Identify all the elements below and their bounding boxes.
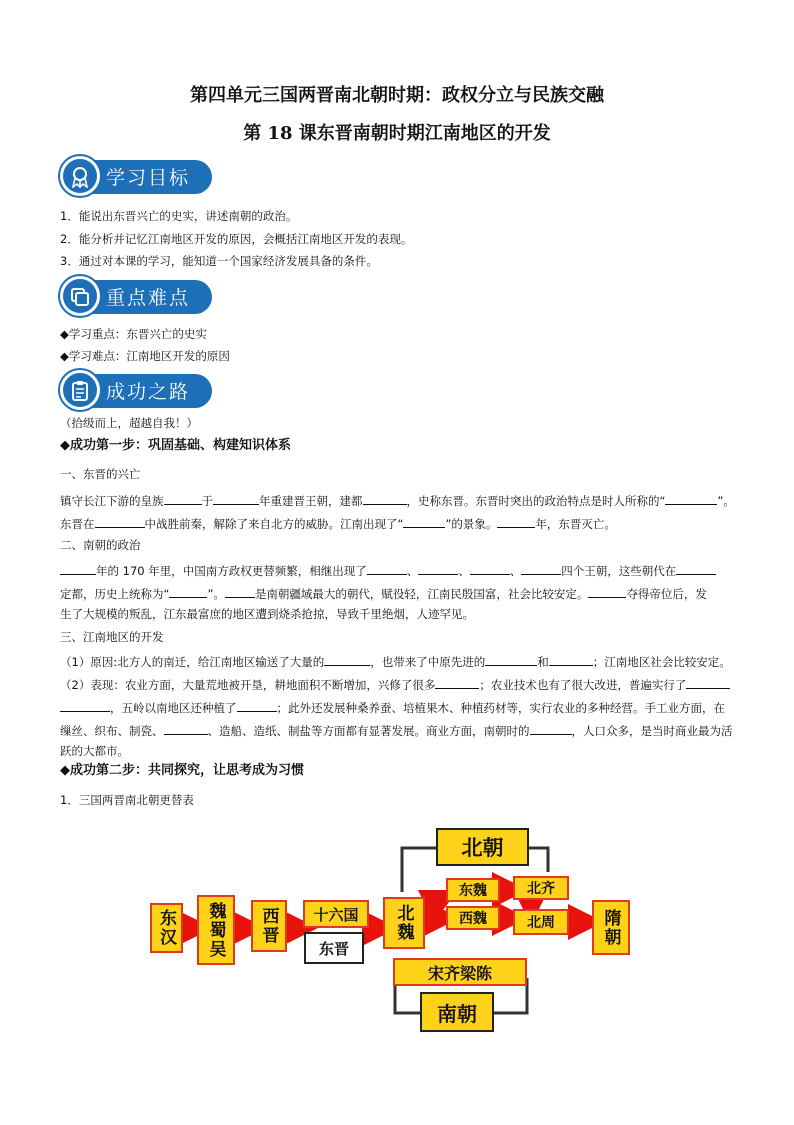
motto: （拾级而上，超越自我！） bbox=[60, 416, 198, 430]
box-donghan: 东汉 bbox=[150, 903, 183, 953]
part2-title: 二、南朝的政治 bbox=[60, 538, 141, 552]
part3-perf4: 跃的大都市。 bbox=[60, 744, 129, 758]
step2-heading: ◆成功第二步：共同探究，让思考成为习惯 bbox=[60, 763, 304, 778]
part1-line2: 东晋在 中战胜前秦，解除了来自北方的威胁。江南出现了“ ”的景象。 年，东晋灭亡。 bbox=[60, 517, 616, 531]
box-beiqi: 北齐 bbox=[513, 876, 569, 900]
box-beiwei: 北魏 bbox=[383, 897, 425, 949]
box-xiwei: 西魏 bbox=[446, 906, 500, 930]
step1-heading: ◆成功第一步：巩固基础、构建知识体系 bbox=[60, 438, 291, 453]
part2-line3: 生了大规模的叛乱，江东最富庶的地区遭到烧杀抢掠，导致千里绝烟，人迹罕见。 bbox=[60, 607, 474, 621]
part3-title: 三、江南地区的开发 bbox=[60, 630, 164, 644]
keypoint-item: ◆学习难点：江南地区开发的原因 bbox=[60, 349, 230, 363]
lesson-title: 第 18 课东晋南朝时期江南地区的开发 bbox=[243, 123, 551, 144]
goals-banner-label: 学习目标 bbox=[106, 167, 191, 189]
goal-item: 1．能说出东晋兴亡的史实，讲述南朝的政治。 bbox=[60, 209, 298, 223]
box-dongwei: 东魏 bbox=[446, 878, 500, 902]
box-suichao: 隋朝 bbox=[592, 900, 630, 955]
goal-item: 3．通过对本课的学习，能知道一个国家经济发展具备的条件。 bbox=[60, 254, 378, 268]
unit-title: 第四单元三国两晋南北朝时期：政权分立与民族交融 bbox=[190, 85, 604, 106]
part1-line1: 镇守长江下游的皇族 于 年重建晋王朝，建都 ，史称东晋。东晋时突出的政治特点是时人所称的“ ”。 bbox=[60, 494, 735, 508]
box-songqiliangchen: 宋齐梁陈 bbox=[393, 958, 527, 986]
keypoints-banner-label: 重点难点 bbox=[106, 287, 191, 309]
part2-line1: 年的 170 年里，中国南方政权更替频繁，相继出现了 、 、 、 四个王朝，这些朝代在 bbox=[60, 562, 740, 578]
keypoint-item: ◆学习重点：东晋兴亡的史实 bbox=[60, 327, 207, 341]
box-beichao: 北朝 bbox=[436, 828, 529, 866]
box-dongjin: 东晋 bbox=[304, 932, 364, 964]
part3-perf1: （2）表现：农业方面，大量荒地被开垦，耕地面积不断增加，兴修了很多 ；农业技术也有了很大改进，普遍实行了 bbox=[60, 676, 740, 692]
part1-title: 一、东晋的兴亡 bbox=[60, 467, 141, 481]
path-banner-label: 成功之路 bbox=[106, 381, 191, 403]
box-nanchao: 南朝 bbox=[420, 992, 494, 1032]
goal-item: 2．能分析并记忆江南地区开发的原因，会概括江南地区开发的表现。 bbox=[60, 232, 413, 246]
part3-reason: （1）原因:北方人的南迁，给江南地区输送了大量的 ，也带来了中原先进的 和 ；江南地区社会比较安定。 bbox=[60, 655, 731, 669]
part2-line2: 定都，历史上统称为“ ”。 是南朝疆域最大的朝代，赋役轻，江南民殷国富，社会比较安定。 夺得帝位后，发 bbox=[60, 587, 707, 601]
part3-perf2: ，五岭以南地区还种植了 ；此外还发展种桑养蚕、培植果木、种植药材等，实行农业的多种经营。手工业方面，在 bbox=[60, 699, 740, 715]
box-weishuwu: 魏蜀吴 bbox=[197, 895, 235, 965]
box-beizhou: 北周 bbox=[513, 909, 569, 935]
step2-item1: 1．三国两晋南北朝更替表 bbox=[60, 793, 194, 807]
part3-perf3: 缫丝、织布、制瓷、 、造船、造纸、制盐等方面都有显著发展。商业方面，南朝时的 ，人口众多，是当时商业最为活 bbox=[60, 724, 733, 738]
box-shiliuguo: 十六国 bbox=[303, 900, 369, 928]
box-xijin: 西晋 bbox=[251, 900, 287, 952]
